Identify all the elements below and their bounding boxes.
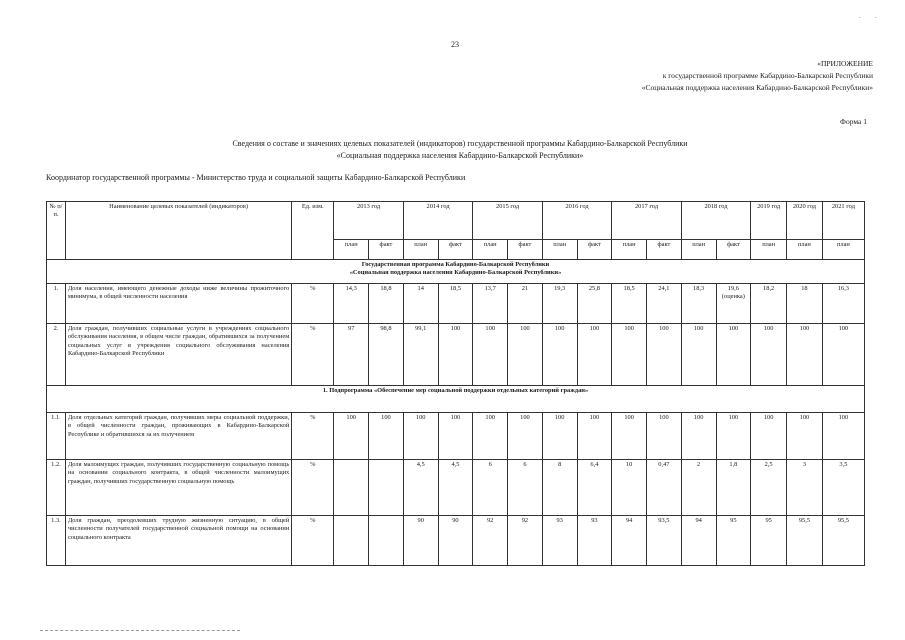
value-cell: 21 bbox=[508, 284, 543, 324]
row-number: 1.2. bbox=[47, 460, 66, 516]
col-header-name: Наименование целевых показателей (индикаторов) bbox=[65, 202, 291, 260]
value-cell: 18 bbox=[787, 284, 823, 324]
col-header-year: 2018 год bbox=[681, 202, 750, 240]
col-header-year: 2015 год bbox=[473, 202, 542, 240]
sub-header-plan: план bbox=[787, 240, 823, 260]
value-cell: 97 bbox=[334, 324, 369, 386]
value-cell: 8 bbox=[542, 460, 577, 516]
program-header-line: Государственная программа Кабардино-Балкарской Республики bbox=[361, 261, 550, 268]
sub-header-fact: факт bbox=[647, 240, 682, 260]
row-number: 1. bbox=[47, 284, 66, 324]
value-cell: 14,3 bbox=[334, 284, 369, 324]
value-cell: 18,5 bbox=[612, 284, 647, 324]
indicator-name: Доля малоимущих граждан, получивших государственную социальную помощь на основании социального контракта, в общей численности малоимущих граждан, получивших государственную социальную помощь bbox=[65, 460, 291, 516]
value-cell: 100 bbox=[334, 413, 369, 460]
value-cell: 95,5 bbox=[822, 516, 864, 566]
sub-header-fact: факт bbox=[716, 240, 751, 260]
value-cell: 90 bbox=[438, 516, 473, 566]
col-header-year: 2013 год bbox=[334, 202, 403, 240]
indicator-name: Доля населения, имеющего денежные доходы ниже величины прожиточного минимума, в общей численности населения bbox=[65, 284, 291, 324]
row-number: 1.1. bbox=[47, 413, 66, 460]
value-cell: 4,5 bbox=[403, 460, 438, 516]
col-header-year: 2017 год bbox=[612, 202, 681, 240]
value-cell: 100 bbox=[681, 413, 716, 460]
program-header bbox=[47, 260, 865, 284]
indicator-name: Доля граждан, получивших социальные услуги в учреждениях социального обслуживания населения, в общем числе граждан, обратившихся за получением социальных услуг в учреждения социального обслуживания населения Кабардино-Балкарской Республики bbox=[65, 324, 291, 386]
value-cell: 6,4 bbox=[577, 460, 612, 516]
value-cell: 100 bbox=[612, 413, 647, 460]
sub-header-fact: факт bbox=[508, 240, 543, 260]
value-cell: 100 bbox=[751, 324, 787, 386]
value-cell: 100 bbox=[681, 324, 716, 386]
value-cell: 100 bbox=[369, 413, 404, 460]
value-cell: 100 bbox=[787, 324, 823, 386]
document-title bbox=[60, 138, 860, 162]
value-cell-with-note bbox=[716, 284, 751, 324]
value-cell: 100 bbox=[822, 413, 864, 460]
value-cell: 6 bbox=[473, 460, 508, 516]
appendix-header bbox=[642, 58, 873, 94]
value-cell: 16,3 bbox=[822, 284, 864, 324]
coordinator-line: Координатор государственной программы - Министерство труда и социальной защиты Кабардино-Балкарской Республики bbox=[46, 173, 466, 182]
value-cell: 100 bbox=[542, 413, 577, 460]
value-cell bbox=[334, 516, 369, 566]
value-cell: 100 bbox=[577, 413, 612, 460]
value-cell: 3 bbox=[787, 460, 823, 516]
value-cell: 2,5 bbox=[751, 460, 787, 516]
subprogram-header: 1. Подпрограмма «Обеспечение мер социальной поддержки отдельных категорий граждан» bbox=[47, 386, 865, 413]
table-row bbox=[47, 284, 865, 324]
sub-header-plan: план bbox=[473, 240, 508, 260]
value-cell: 25,8 bbox=[577, 284, 612, 324]
indicator-name: Доля отдельных категорий граждан, получивших меры социальной поддержки, в общей численности граждан, проживающих в Кабардино-Балкарской Республике и обратившихся за их получением bbox=[65, 413, 291, 460]
value-cell: 95 bbox=[751, 516, 787, 566]
unit: % bbox=[292, 460, 334, 516]
value-cell bbox=[369, 460, 404, 516]
footer-divider bbox=[40, 630, 240, 631]
value-cell: 100 bbox=[542, 324, 577, 386]
sub-header-fact: факт bbox=[369, 240, 404, 260]
indicator-name: Доля граждан, преодолевших трудную жизненную ситуацию, в общей численности получателей государственной социальной помощи на основании социального контракта bbox=[65, 516, 291, 566]
value-cell: 2 bbox=[681, 460, 716, 516]
value-cell: 100 bbox=[647, 413, 682, 460]
unit: % bbox=[292, 324, 334, 386]
value-cell: 93 bbox=[577, 516, 612, 566]
sub-header-fact: факт bbox=[438, 240, 473, 260]
table-row bbox=[47, 460, 865, 516]
value-cell: 24,1 bbox=[647, 284, 682, 324]
value-cell: 100 bbox=[438, 324, 473, 386]
sub-header-plan: план bbox=[751, 240, 787, 260]
table-row bbox=[47, 516, 865, 566]
value-cell: 99,1 bbox=[403, 324, 438, 386]
value-cell: 13,7 bbox=[473, 284, 508, 324]
sub-header-plan: план bbox=[612, 240, 647, 260]
sub-header-plan: план bbox=[542, 240, 577, 260]
value-cell: 98,8 bbox=[369, 324, 404, 386]
corner-marks: · · bbox=[858, 14, 883, 22]
value-cell: 100 bbox=[473, 324, 508, 386]
value-cell: 3,5 bbox=[822, 460, 864, 516]
col-header-year: 2019 год bbox=[751, 202, 787, 240]
unit: % bbox=[292, 284, 334, 324]
value-note: (оценка) bbox=[721, 293, 745, 301]
page-number: 23 bbox=[451, 40, 459, 49]
row-number: 2. bbox=[47, 324, 66, 386]
value-cell: 100 bbox=[751, 413, 787, 460]
value-cell: 14 bbox=[403, 284, 438, 324]
value-cell bbox=[334, 460, 369, 516]
value-cell: 94 bbox=[681, 516, 716, 566]
sub-header-plan: план bbox=[334, 240, 369, 260]
appendix-line: «ПРИЛОЖЕНИЕ bbox=[817, 59, 873, 68]
value: 19,6 bbox=[727, 285, 739, 292]
value-cell bbox=[369, 516, 404, 566]
row-number: 1.3. bbox=[47, 516, 66, 566]
value-cell: 18,3 bbox=[681, 284, 716, 324]
value-cell: 100 bbox=[787, 413, 823, 460]
value-cell: 18,8 bbox=[369, 284, 404, 324]
value-cell: 100 bbox=[473, 413, 508, 460]
sub-header-plan: план bbox=[822, 240, 864, 260]
value-cell: 100 bbox=[438, 413, 473, 460]
value-cell: 0,47 bbox=[647, 460, 682, 516]
value-cell: 94 bbox=[612, 516, 647, 566]
value-cell: 19,3 bbox=[542, 284, 577, 324]
col-header-year: 2014 год bbox=[403, 202, 472, 240]
title-line-2: «Социальная поддержка населения Кабардино-Балкарской Республики» bbox=[336, 151, 584, 160]
sub-header-fact: факт bbox=[577, 240, 612, 260]
col-header-no: № п/п. bbox=[47, 202, 66, 260]
value-cell: 100 bbox=[647, 324, 682, 386]
program-header-line: «Социальная поддержка населения Кабардино-Балкарской Республики» bbox=[349, 269, 562, 277]
value-cell: 90 bbox=[403, 516, 438, 566]
value-cell: 10 bbox=[612, 460, 647, 516]
table-row bbox=[47, 324, 865, 386]
indicators-table bbox=[46, 201, 865, 566]
value-cell: 100 bbox=[403, 413, 438, 460]
table-row bbox=[47, 413, 865, 460]
value-cell: 100 bbox=[716, 413, 751, 460]
col-header-year: 2016 год bbox=[542, 202, 611, 240]
value-cell: 18,5 bbox=[438, 284, 473, 324]
col-header-year: 2020 год bbox=[787, 202, 823, 240]
form-label: Форма 1 bbox=[840, 117, 867, 126]
sub-header-plan: план bbox=[681, 240, 716, 260]
unit: % bbox=[292, 413, 334, 460]
value-cell: 95 bbox=[716, 516, 751, 566]
value-cell: 1,8 bbox=[716, 460, 751, 516]
value-cell: 100 bbox=[822, 324, 864, 386]
value-cell: 18,2 bbox=[751, 284, 787, 324]
col-header-year: 2021 год bbox=[822, 202, 864, 240]
value-cell: 100 bbox=[508, 413, 543, 460]
sub-header-plan: план bbox=[403, 240, 438, 260]
value-cell: 95,5 bbox=[787, 516, 823, 566]
value-cell: 100 bbox=[508, 324, 543, 386]
title-line-1: Сведения о составе и значениях целевых показателей (индикаторов) государственной программы Кабардино-Балкарской Республики bbox=[232, 139, 688, 148]
appendix-line: «Социальная поддержка населения Кабардино-Балкарской Республики» bbox=[641, 83, 873, 92]
value-cell: 92 bbox=[473, 516, 508, 566]
value-cell: 100 bbox=[716, 324, 751, 386]
value-cell: 100 bbox=[577, 324, 612, 386]
value-cell: 92 bbox=[508, 516, 543, 566]
unit: % bbox=[292, 516, 334, 566]
value-cell: 4,5 bbox=[438, 460, 473, 516]
col-header-unit: Ед. изм. bbox=[292, 202, 334, 260]
appendix-line: к государственной программе Кабардино-Балкарской Республики bbox=[662, 71, 873, 80]
value-cell: 6 bbox=[508, 460, 543, 516]
value-cell: 100 bbox=[612, 324, 647, 386]
value-cell: 93,5 bbox=[647, 516, 682, 566]
value-cell: 93 bbox=[542, 516, 577, 566]
